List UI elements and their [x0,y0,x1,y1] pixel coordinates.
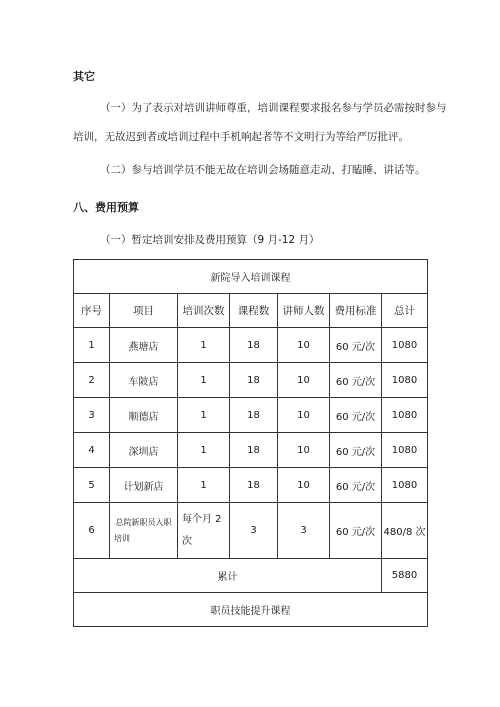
cell-lecturers: 3 [278,503,330,559]
table-row [74,468,428,503]
cell-times: 1 [178,433,230,468]
cell-no: 1 [74,328,110,363]
budget-subtitle: （一）暂定培训安排及费用预算（9 月-12 月） [100,234,320,246]
cell-no: 6 [74,503,110,559]
header-cell: 费用标准 [330,294,382,328]
cell-fee: 60 元/次 [330,468,382,503]
sum-label: 累计 [74,559,382,593]
paragraph-2: （二）参与培训学员不能无故在培训会场随意走动、打瞌睡、讲话等。 [100,164,426,176]
cell-lecturers: 10 [278,398,330,433]
header-cell: 项目 [110,294,178,328]
cell-times: 1 [178,363,230,398]
cell-courses: 18 [230,328,278,363]
table-sum-row [74,559,428,593]
cell-fee: 60 元/次 [330,503,382,559]
cell-no: 5 [74,468,110,503]
cell-courses: 3 [230,503,278,559]
cell-no: 4 [74,433,110,468]
cell-times-line-1: 每个月 2 [182,513,222,525]
cell-item: 车陂店 [110,363,178,398]
cell-no: 2 [74,363,110,398]
table-row [74,363,428,398]
sum-value: 5880 [382,559,428,593]
section-title-other: 其它 [73,70,95,83]
cell-lecturers: 10 [278,363,330,398]
cell-item: 顺德店 [110,398,178,433]
cell-fee: 60 元/次 [330,363,382,398]
cell-lecturers: 10 [278,468,330,503]
cell-item [110,503,178,559]
cell-item-line-1: 总院新职员入职 [115,517,172,527]
cell-courses: 18 [230,363,278,398]
cell-item: 深圳店 [110,433,178,468]
paragraph-1-line-2: 培训，无故迟到者或培训过程中手机响起者等不文明行为等给严厉批评。 [73,131,409,143]
table-header-row [74,294,428,328]
table-row [74,433,428,468]
table-title-row [74,260,428,294]
cell-total: 1080 [382,433,428,468]
header-cell: 讲师人数 [278,294,330,328]
cell-courses: 18 [230,468,278,503]
cell-fee: 60 元/次 [330,328,382,363]
cell-total: 1080 [382,328,428,363]
header-cell: 总计 [382,294,428,328]
cell-item: 燕塘店 [110,328,178,363]
table-next-title-row [74,593,428,627]
cell-courses: 18 [230,398,278,433]
cell-item: 计划新店 [110,468,178,503]
section-title-budget: 八、费用预算 [73,201,139,214]
cell-fee: 60 元/次 [330,433,382,468]
budget-table [73,259,428,627]
table-row [74,398,428,433]
table-title: 新院导入培训课程 [74,260,428,294]
cell-total: 480/8 次 [382,503,428,559]
table-row [74,503,428,559]
cell-courses: 18 [230,433,278,468]
cell-total: 1080 [382,363,428,398]
cell-no: 3 [74,398,110,433]
cell-total: 1080 [382,468,428,503]
cell-lecturers: 10 [278,433,330,468]
cell-times: 1 [178,328,230,363]
cell-times: 1 [178,468,230,503]
header-cell: 课程数 [230,294,278,328]
cell-total: 1080 [382,398,428,433]
cell-times: 1 [178,398,230,433]
cell-times [178,503,230,559]
cell-fee: 60 元/次 [330,398,382,433]
cell-lecturers: 10 [278,328,330,363]
cell-item-line-2: 培训 [114,533,130,543]
paragraph-1-line-1: （一）为了表示对培训讲师尊重，培训课程要求报名参与学员必需按时参与 [100,102,447,114]
header-cell: 培训次数 [178,294,230,328]
next-table-title: 职员技能提升课程 [74,593,428,627]
cell-times-line-2: 次 [182,535,192,547]
table-row [74,328,428,363]
header-cell: 序号 [74,294,110,328]
